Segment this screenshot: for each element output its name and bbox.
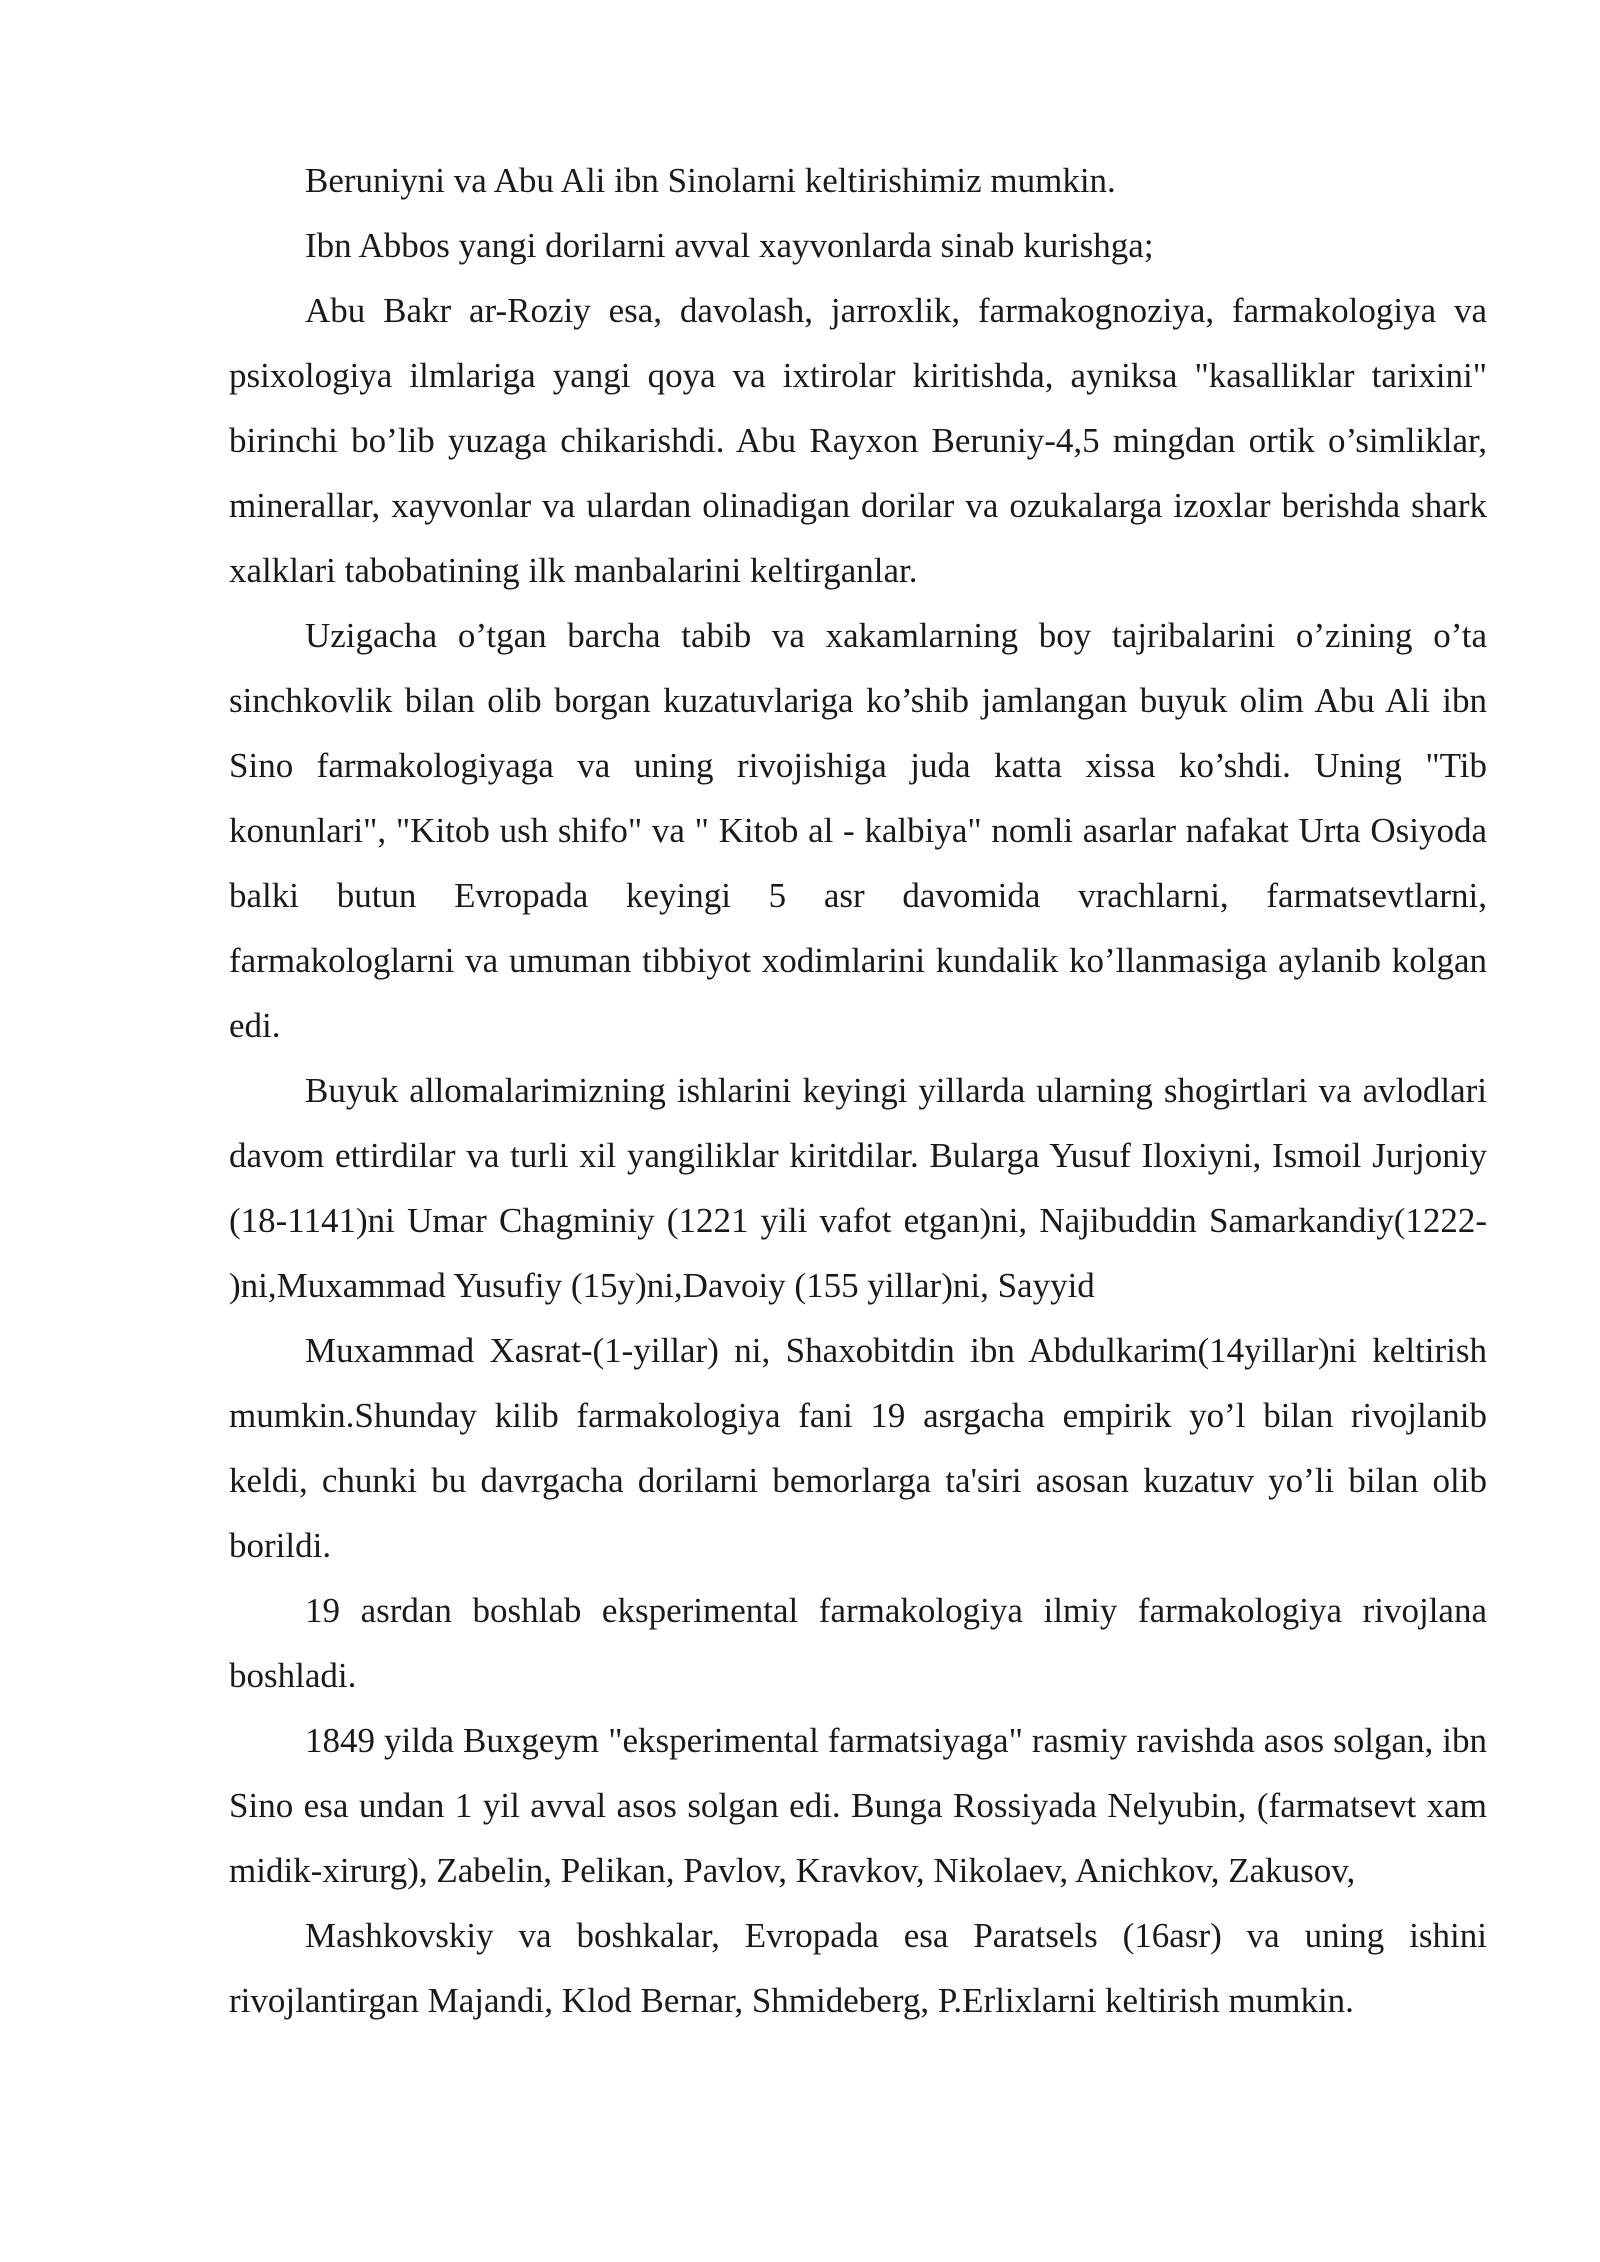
paragraph: 1849 yilda Buxgeym "eksperimental farmatsiyaga" rasmiy ravishda asos solgan, ibn Sino esa undan 1 yil avval asos solgan edi. Bunga Rossiyada Nelyubin, (farmatsevt xam midik-xirurg), Zabelin, Pelikan, Pavlov, Kravkov, Nikolaev, Anichkov, Zakusov, (229, 1721, 1487, 1890)
paragraph: Ibn Abbos yangi dorilarni avval xayvonlarda sinab kurishga; (305, 226, 1154, 265)
paragraph: 19 asrdan boshlab eksperimental farmakologiya ilmiy farmakologiya rivojlana boshladi. (229, 1591, 1487, 1695)
paragraph: Uzigacha o’tgan barcha tabib va xakamlarning boy tajribalarini o’zining o’ta sinchkovlik bilan olib borgan kuzatuvlariga ko’shib jamlangan buyuk olim Abu Ali ibn Sino farmakologiyaga va uning rivojishiga juda katta xissa ko’shdi. Uning "Tib konunlari", "Kitob ush shifo" va " Kitob al - kalbiya" nomli asarlar nafakat Urta Osiyoda balki butun Evropada keyingi 5 asr davomida vrachlarni, farmatsevtlarni, farmakologlarni va umuman tibbiyot xodimlarini kundalik ko’llanmasiga aylanib kolgan edi. (229, 616, 1487, 1045)
paragraph: Muxammad Xasrat-(1-yillar) ni, Shaxobitdin ibn Abdulkarim(14yillar)ni keltirish mumkin.Shunday kilib farmakologiya fani 19 asrgacha empirik yo’l bilan rivojlanib keldi, chunki bu davrgacha dorilarni bemorlarga ta'siri asosan kuzatuv yo’li bilan olib borildi. (229, 1331, 1487, 1565)
document-body (229, 148, 1487, 2033)
paragraph: Beruniyni va Abu Ali ibn Sinolarni keltirishimiz mumkin. (305, 161, 1116, 200)
paragraph: Abu Bakr ar-Roziy esa, davolash, jarroxlik, farmakognoziya, farmakologiya va psixologiya ilmlariga yangi qoya va ixtirolar kiritishda, ayniksa "kasalliklar tarixini" birinchi bo’lib yuzaga chikarishdi. Abu Rayxon Beruniy-4,5 mingdan ortik o’simliklar, minerallar, xayvonlar va ulardan olinadigan dorilar va ozukalarga izoxlar berishda shark xalklari tabobatining ilk manbalarini keltirganlar. (229, 291, 1487, 590)
paragraph: Mashkovskiy va boshkalar, Evropada esa Paratsels (16asr) va uning ishini rivojlantirgan Majandi, Klod Bernar, Shmideberg, P.Erlixlarni keltirish mumkin. (229, 1916, 1487, 2020)
paragraph: Buyuk allomalarimizning ishlarini keyingi yillarda ularning shogirtlari va avlodlari davom ettirdilar va turli xil yangiliklar kiritdilar. Bularga Yusuf Iloxiyni, Ismoil Jurjoniy (18-1141)ni Umar Chagminiy (1221 yili vafot etgan)ni, Najibuddin Samarkandiy(1222- )ni,Muxammad Yusufiy (15y)ni,Davoiy (155 yillar)ni, Sayyid (229, 1071, 1487, 1305)
